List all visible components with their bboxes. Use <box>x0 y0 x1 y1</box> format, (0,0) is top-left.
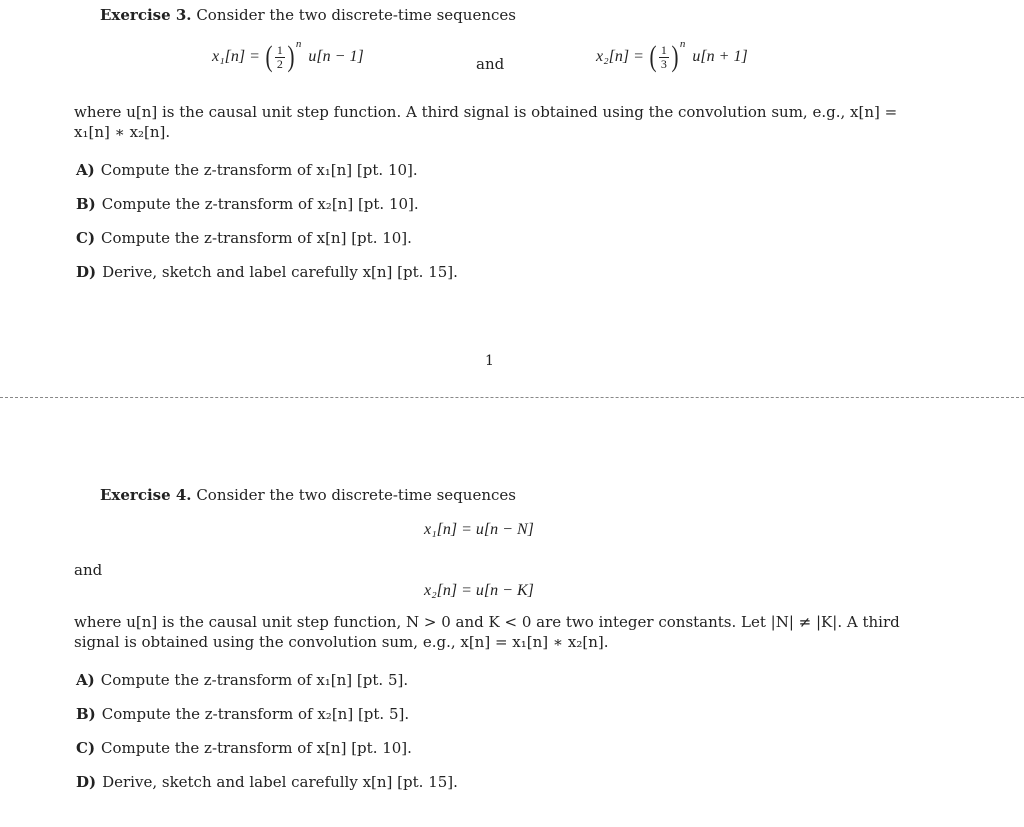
page-break-divider <box>0 397 1024 398</box>
item-text: Compute the z-transform of x₂[n] [pt. 10]. <box>101 195 419 213</box>
ex4-eq2-text: x₂[n] = u[n − K] <box>424 582 534 599</box>
item-text: Derive, sketch and label carefully x[n] [pt. 15]. <box>102 263 458 281</box>
exercise-4-title: Exercise 4. <box>100 486 192 504</box>
item-label: B) <box>76 195 96 213</box>
exercise-3-title: Exercise 3. <box>100 6 192 24</box>
ex4-equation-x2 <box>424 582 534 600</box>
ex3-eq2-rhs: u[n + 1] <box>692 48 748 65</box>
item-label: B) <box>76 705 96 723</box>
ex3-description-line-1: where u[n] is the causal unit step function. A third signal is obtained using the convolution sum, e.g., x[n] = <box>74 103 898 121</box>
ex4-item-b <box>76 705 409 723</box>
item-text: Compute the z-transform of x[n] [pt. 10]. <box>101 229 412 247</box>
ex3-equation-x2 <box>596 38 748 72</box>
ex4-eq1-text: x₁[n] = u[n − N] <box>424 521 534 538</box>
ex3-item-d <box>76 263 458 281</box>
ex4-item-c <box>76 739 412 757</box>
ex3-description <box>74 102 944 142</box>
item-label: A) <box>76 671 95 689</box>
ex4-item-d <box>76 773 458 791</box>
page-number: 1 <box>485 353 494 369</box>
ex3-eq1-rhs: u[n − 1] <box>308 48 364 65</box>
left-paren: ( <box>649 40 657 74</box>
fraction-denominator: 2 <box>276 56 283 71</box>
item-label: A) <box>76 161 95 179</box>
ex3-eq1-exponent: n <box>295 38 302 50</box>
ex3-equation-x1 <box>212 38 364 72</box>
item-label: C) <box>76 739 96 757</box>
left-paren: ( <box>265 40 273 74</box>
ex3-eq2-lhs: x₂[n] = <box>596 48 644 65</box>
exercise-3-heading <box>100 6 516 24</box>
fraction-numerator: 1 <box>276 42 283 57</box>
item-text: Compute the z-transform of x₁[n] [pt. 5]. <box>100 671 409 689</box>
item-label: D) <box>76 773 97 791</box>
item-text: Derive, sketch and label carefully x[n] [pt. 15]. <box>102 773 458 791</box>
ex4-and-connector: and <box>74 561 103 579</box>
fraction-numerator: 1 <box>660 42 667 57</box>
item-text: Compute the z-transform of x[n] [pt. 10]. <box>101 739 412 757</box>
exercise-4-heading <box>100 486 516 504</box>
ex3-item-c <box>76 229 412 247</box>
right-paren: ) <box>287 40 295 74</box>
item-text: Compute the z-transform of x₂[n] [pt. 5]. <box>101 705 410 723</box>
ex3-eq1-lhs: x₁[n] = <box>212 48 260 65</box>
ex3-eq2-fraction <box>659 44 669 71</box>
fraction-denominator: 3 <box>660 56 667 71</box>
ex4-description <box>74 612 944 652</box>
ex3-item-b <box>76 195 419 213</box>
item-text: Compute the z-transform of x₁[n] [pt. 10]. <box>100 161 418 179</box>
ex4-description-line-2: signal is obtained using the convolution sum, e.g., x[n] = x₁[n] ∗ x₂[n]. <box>74 633 609 651</box>
ex3-and-connector: and <box>476 55 505 73</box>
exercise-4-intro: Consider the two discrete-time sequences <box>196 486 516 504</box>
right-paren: ) <box>671 40 679 74</box>
ex3-item-a <box>76 161 418 179</box>
ex3-description-line-2: x₁[n] ∗ x₂[n]. <box>74 123 171 141</box>
ex4-description-line-1: where u[n] is the causal unit step function, N > 0 and K < 0 are two integer constants. Let |N| ≠ |K|. A third <box>74 613 900 631</box>
ex3-eq2-exponent: n <box>679 38 686 50</box>
ex4-equation-x1 <box>424 521 534 539</box>
ex3-eq1-fraction <box>275 44 285 71</box>
item-label: C) <box>76 229 96 247</box>
exercise-3-intro: Consider the two discrete-time sequences <box>196 6 516 24</box>
item-label: D) <box>76 263 97 281</box>
ex4-item-a <box>76 671 408 689</box>
